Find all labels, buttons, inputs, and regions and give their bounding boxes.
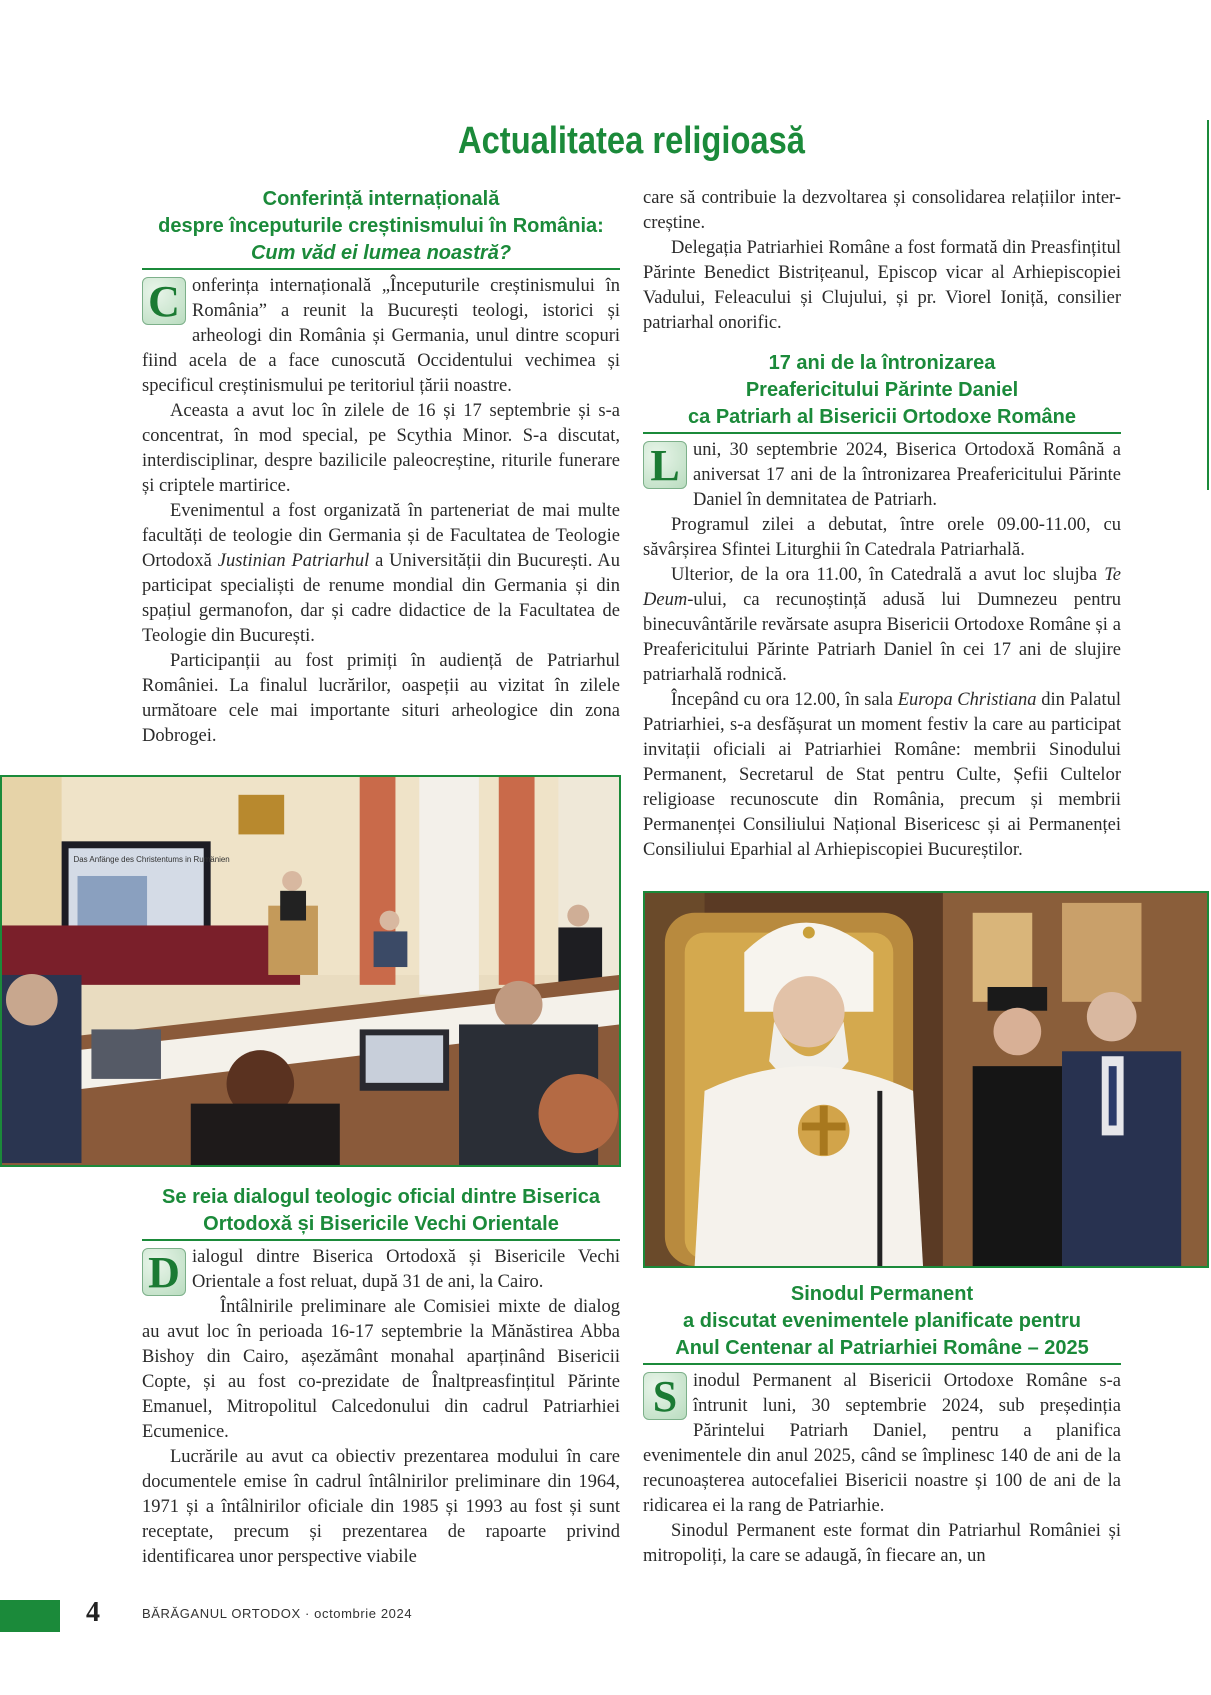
article-dialogue-title [142, 1184, 620, 1241]
paragraph: Începând cu ora 12.00, în sala Europa Christiana din Palatul Patriarhiei, s-a desfășurat un moment festiv la care au participat invitații oficiali ai Patriarhiei Române: membrii Sinodului Permanent, Secretarul de Stat pentru Culte, Șefii Cultelor religioase recunoscute din România, precum și membrii Permanenței Consiliului Național Bisericesc și ai Permanenței Consiliului Eparhial al Arhiepiscopiei Bucureștilor. [643, 690, 1121, 860]
paragraph: onferința internațională „Începuturile creștinismului în România” a reunit la București teologi, istorici și arheologi din România și Germania, unul dintre scopuri fiind acela de a face cunoscută Occidentului vechimea și specificul creștinismului pe teritoriul țării noastre. [142, 276, 620, 396]
drop-cap-s-icon: S [643, 1372, 687, 1420]
paragraph: care să contribuie la dezvoltarea și consolidarea relațiilor inter-creștine. [643, 188, 1121, 233]
paragraph: Sinodul Permanent este format din Patriarhul României și mitropoliți, la care se adaugă, în fiecare an, un [643, 1521, 1121, 1566]
title-line: Ortodoxă și Bisericile Vechi Orientale [203, 1213, 559, 1235]
title-line: despre începuturile creștinismului în România: [158, 215, 604, 237]
patriarch-photo [643, 891, 1209, 1268]
title-line: Se reia dialogul teologic oficial dintre Biserica [162, 1186, 600, 1208]
right-column-top [643, 186, 1121, 863]
paragraph: Ulterior, de la ora 11.00, în Catedrală a avut loc slujba Te Deum-ului, ca recunoștință adusă lui Dumnezeu pentru binecuvântările revărsate asupra Bisericii Ortodoxe Române și a Preafericitului Părinte Patriarh Daniel în cei 17 ani de slujire patriarhală rodnică. [643, 565, 1121, 685]
title-line: a discutat evenimentele planificate pentru [683, 1310, 1081, 1332]
title-line: Cum văd ei lumea noastră? [250, 242, 512, 264]
article-conference-title [142, 186, 620, 270]
article-synod-title [643, 1281, 1121, 1365]
slide-title: Das Anfänge des Christentums in Rumänien [73, 855, 230, 865]
article-synod [643, 1281, 1121, 1569]
faculty-name: Justinian Patriarhul [217, 551, 370, 571]
title-line: Preafericitului Părinte Daniel [745, 379, 1019, 401]
article-anniversary-body [643, 438, 1121, 863]
paragraph: uni, 30 septembrie 2024, Biserica Ortodoxă Română a aniversat 17 ani de la întronizarea Preafericitului Părinte Daniel în demnitatea de Patriarh. [693, 440, 1121, 510]
footer-separator: · [300, 1606, 315, 1621]
paragraph: Delegația Patriarhiei Române a fost formată din Preasfințitul Părinte Benedict Bistrițeanul, Episcop vicar al Arhiepiscopiei Vadului, Feleacului și Clujului, și pr. Viorel Ioniță, consilier patriarhal onorific. [643, 238, 1121, 333]
paragraph: ialogul dintre Biserica Ortodoxă și Bisericile Vechi Orientale a fost reluat, după 31 de ani, la Cairo. [192, 1247, 620, 1292]
paragraph: Evenimentul a fost organizată în parteneriat de mai multe facultăți de teologie din Germania și de Facultatea de Teologie Ortodoxă Justinian Patriarhul a Universității din București. Au participat specialiști de renume mondial din Germania și din spațiul germanofon, dar și cadre didactice de la Facultatea de Teologie din București. [142, 501, 621, 646]
title-line: Anul Centenar al Patriarhiei Române – 2025 [675, 1337, 1089, 1359]
title-line: Sinodul Permanent [790, 1283, 974, 1305]
page-title: Actualitatea religioasă [458, 120, 805, 162]
article-dialogue [142, 1184, 620, 1570]
drop-cap-d-icon: D [142, 1248, 186, 1296]
article-dialogue-body [142, 1245, 620, 1570]
paragraph: Aceasta a avut loc în zilele de 16 și 17 septembrie și s-a concentrat, în mod special, pe Scythia Minor. S-a discutat, interdisciplinar, despre bazilicile paleocreștine, riturile funerare și criptele martirice. [142, 401, 620, 496]
title-line: 17 ani de la întronizarea [768, 352, 996, 374]
article-anniversary-title [643, 350, 1121, 434]
paragraph: Întâlnirile preliminare ale Comisiei mixte de dialog au avut loc în perioada 16-17 septembrie la Mănăstirea Abba Bishoy din Cairo, așezământ monahal aparținând Bisericii Copte, și au fost co-prezidate de Înaltpreasfințitul Părinte Emanuel, Mitropolitul Calcedonului din cadrul Patriarhiei Ecumenice. [142, 1297, 620, 1442]
drop-cap-c-icon: C [142, 277, 186, 325]
article-conference-body [142, 274, 620, 749]
paragraph: Programul zilei a debutat, între orele 09.00-11.00, cu săvârșirea Sfintei Liturghii în Catedrala Patriarhală. [643, 515, 1121, 560]
conference-photo [0, 775, 621, 1167]
te-deum-text: Te Deum [643, 565, 1121, 610]
footer-accent-bar [0, 1600, 60, 1632]
paragraph: Lucrările au avut ca obiectiv prezentarea modului în care documentele emise în cadrul întâlnirilor preliminare din 1964, 1971 și a întâlnirilor oficiale din 1985 și 1993 au fost și sunt receptate, precum și prezentarea de rapoarte privind identificarea unor perspective viabile [142, 1447, 620, 1567]
publication-name: BĂRĂGANUL ORTODOX [142, 1606, 301, 1621]
drop-cap-l-icon: L [643, 441, 687, 489]
page-number: 4 [86, 1597, 100, 1628]
article-conference [142, 186, 620, 749]
footer-publication [142, 1606, 412, 1621]
title-line: ca Patriarh al Bisericii Ortodoxe Române [688, 406, 1076, 428]
right-edge-rule [1207, 120, 1209, 490]
issue-date: octombrie 2024 [314, 1606, 413, 1621]
title-line: Conferință internațională [262, 188, 500, 210]
article-dialogue-continued [643, 186, 1121, 336]
paragraph: Participanții au fost primiți în audiență de Patriarhul României. La finalul lucrărilor, oaspeții au vizitat în zilele următoare cele mai importante situri arheologice din zona Dobrogei. [142, 651, 620, 746]
paragraph: inodul Permanent al Bisericii Ortodoxe Române s-a întrunit luni, 30 septembrie 2024, sub președinția Părintelui Patriarh Daniel, pentru a planifica evenimentele din anul 2025, când se împlinesc 140 de ani de la recunoașterea autocefaliei Bisericii noastre și 100 de ani de la ridicarea ei la rang de Patriarhie. [643, 1371, 1121, 1516]
hall-name: Europa Christiana [897, 690, 1037, 710]
article-synod-body [643, 1369, 1121, 1569]
